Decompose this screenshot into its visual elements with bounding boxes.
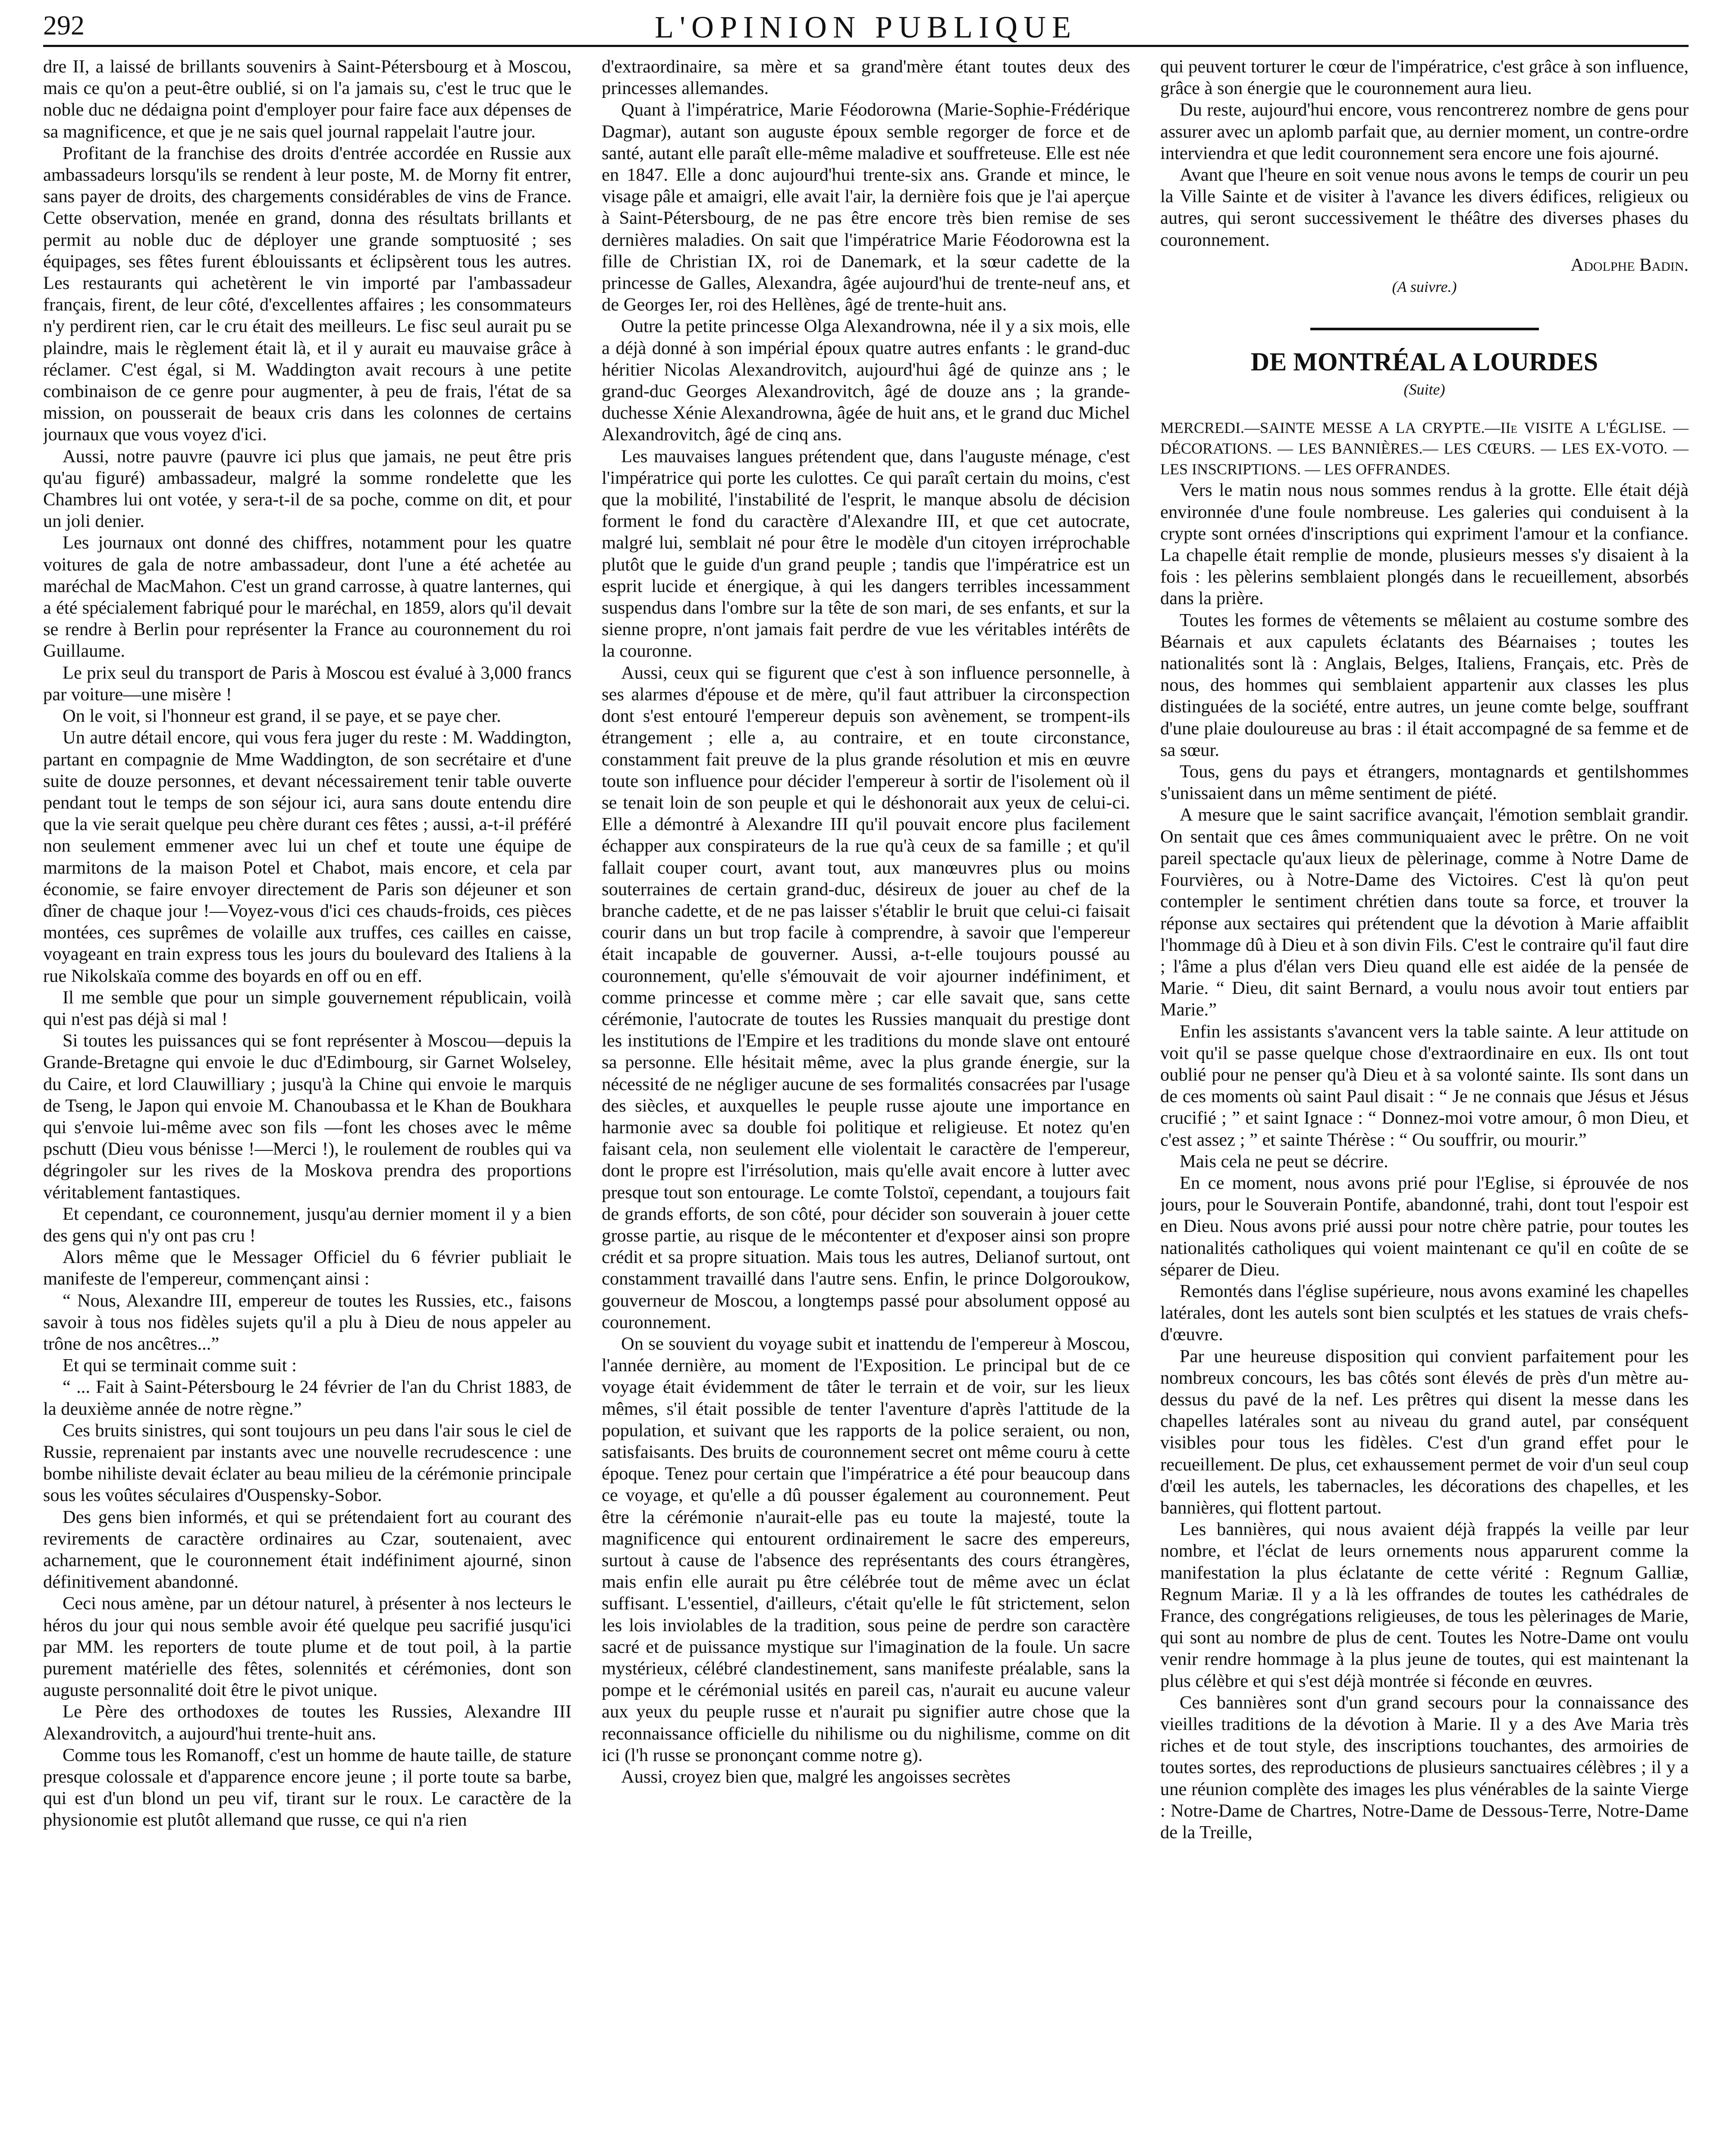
paragraph: Mais cela ne peut se décrire. bbox=[1180, 1151, 1388, 1172]
paragraph: dre II, a laissé de brillants souvenirs à Saint-Pétersbourg et à Moscou, mais ce qu'on a peut-être oublié, si on l'a jamais su, c'est le truc que le noble duc ne dédaigna point d'employer pour faire face aux dépenses de sa magnificence, et que je ne sais quel journal rappelait l'autre jour. bbox=[43, 56, 571, 142]
paragraph: Le Père des orthodoxes de toutes les Russies, Alexandre III Alexandrovitch, a aujourd'hui trente-huit ans. bbox=[43, 1702, 571, 1744]
paragraph: Les journaux ont donné des chiffres, notamment pour les quatre voitures de gala de notre ambassadeur, dont l'une a été achetée au maréchal de MacMahon. C'est un grand carrosse, à quatre lanternes, qui a été spécialement fabriqué pour le maréchal, en 1859, alors qu'il devait se rendre à Berlin pour représenter la France au couronnement du roi Guillaume. bbox=[43, 533, 571, 661]
newspaper-page bbox=[43, 0, 1689, 2156]
paragraph: Si toutes les puissances qui se font représenter à Moscou—depuis la Grande-Bretagne qui envoie le duc d'Edimbourg, sir Garnet Wolseley, du Caire, et lord Clauwilliary ; jusqu'à la Chine qui envoie le marquis de Tseng, le Japon qui envoie M. Chanoubassa et le Khan de Boukhara qui s'envoie lui-même avec son fils —font les choses avec le même pschutt (Dieu vous bénisse !—Merci !), le roulement de roubles qui va dégringoler sur les rives de la Moskova prendra des proportions véritablement fantastiques. bbox=[43, 1031, 571, 1203]
paragraph: On le voit, si l'honneur est grand, il se paye, et se paye cher. bbox=[63, 706, 501, 727]
paragraph: qui peuvent torturer le cœur de l'impératrice, c'est grâce à son influence, grâce à son énergie que le couronnement aura lieu. bbox=[1160, 56, 1689, 99]
article-subtitle: (Suite) bbox=[1403, 381, 1445, 398]
paragraph: Ces bannières sont d'un grand secours pour la connaissance des vieilles traditions de la dévotion à Marie. Il y a des Ave Maria très riches et de tout style, des inscriptions touchantes, des armoiries de toutes sortes, des reproductions de plusieurs sanctuaires célèbres ; il y a une réunion complète des images les plus vénérables de la sainte Vierge : Notre-Dame de Chartres, Notre-Dame de Dessous-Terre, Notre-Dame de la Treille, bbox=[1160, 1692, 1689, 1843]
paragraph: Aussi, ceux qui se figurent que c'est à son influence personnelle, à ses alarmes d'épouse et de mère, qu'il faut attribuer la circonspection dont s'est entouré l'empereur depuis son avènement, se trompent-ils étrangement ; elle a, au contraire, et en toute circonstance, constamment fait preuve de la plus grande résolution et mis en œuvre toute son influence pour décider l'empereur à sortir de l'isolement où il se tenait loin de son peuple et qui le déshonorait aux yeux de celui-ci. Elle a démontré à Alexandre III qu'il pouvait encore plus facilement échapper aux conspirateurs de la rue qu'à ceux de sa famille ; et qu'il fallait couper court, avant tout, aux manœuvres plus ou moins souterraines de certain grand-duc, désireux de jouer au chef de la branche cadette, et de ne pas laisser s'établir le bruit que celui-ci faisait courir dans un but trop facile à comprendre, à savoir que l'empereur était incapable de gouverner. Aussi, a-t-elle toujours poussé au couronnement, qu'elle s'émouvait de voir ajourner indéfiniment, et comme princesse et comme mère ; car elle savait que, sans cette cérémonie, l'autocrate de toutes les Russies manquait du prestige dont les institutions de l'Empire et les traditions du monde slave ont entouré sa personne. Elle hésitait même, avec la plus grande énergie, sur la nécessité de ne négliger aucune de ses formalités consacrées par l'usage des siècles, et auxquelles le peuple russe ajoute une importance en harmonie avec sa double foi politique et religieuse. Et notez qu'en faisant cela, non seulement elle violentait le caractère de l'empereur, dont le propre est l'irrésolution, mais qu'elle avait encore à lutter avec presque tout son entourage. Le comte Tolstoï, cependant, a toujours fait de grands efforts, de son côté, pour décider son souverain à jouer cette grosse partie, au risque de le mécontenter et d'exposer ainsi son propre crédit et sa propre situation. Mais tous les autres, Delianof surtout, ont constamment travaillé dans l'autre sens. Enfin, le prince Dolgoroukow, gouverneur de Moscou, a longtemps passé pour absolument opposé au couronnement. bbox=[602, 662, 1130, 1332]
paragraph: Du reste, aujourd'hui encore, vous rencontrerez nombre de gens pour assurer avec un aplomb parfait que, au dernier moment, un contre-ordre interviendra et que ledit couronnement sera encore une fois ajourné. bbox=[1160, 100, 1689, 163]
paragraph: Aussi, notre pauvre (pauvre ici plus que jamais, ne peut être pris qu'au figuré) ambassadeur, malgré la somme rondelette que les Chambres lui ont votée, y sera-t-il de sa poche, comme on dit, et pour un joli denier. bbox=[43, 446, 571, 532]
article-title: DE MONTRÉAL A LOURDES bbox=[1250, 348, 1598, 376]
journal-title: L'OPINION PUBLIQUE bbox=[655, 10, 1077, 44]
paragraph: Alors même que le Messager Officiel du 6 février publiait le manifeste de l'empereur, commençant ainsi : bbox=[43, 1247, 571, 1289]
paragraph: Par une heureuse disposition qui convient parfaitement pour les nombreux concours, les bas côtés sont élevés de près d'un mètre au-dessus du pavé de la nef. Les prêtres qui disent la messe dans les chapelles latérales sont au niveau du grand autel, par conséquent visibles pour tous les fidèles. C'est d'un grand effet pour le recueillement. De plus, cet exhaussement permet de voir d'un seul coup d'œil les autels, les tabernacles, les décorations des chapelles, et les bannières, qui flottent partout. bbox=[1160, 1346, 1689, 1518]
section-rule bbox=[1310, 328, 1539, 330]
paragraph: Tous, gens du pays et étrangers, montagnards et gentilshommes s'unissaient dans un même sentiment de piété. bbox=[1160, 761, 1689, 804]
header-rule bbox=[43, 45, 1689, 47]
paragraph: Toutes les formes de vêtements se mêlaient au costume sombre des Béarnais et aux capulets éclatants des Béarnaises ; toutes les nationalités sont là : Anglais, Belges, Italiens, Français, etc. Près de nous, des hommes qui semblaient appartenir aux classes les plus distinguées de la société, entre autres, un jeune comte belge, souffrant d'une plaie douloureuse au bras : il était accompagné de sa femme et de sa sœur. bbox=[1160, 610, 1689, 760]
paragraph: Les bannières, qui nous avaient déjà frappés la veille par leur nombre, et l'éclat de leurs ornements nous apparurent comme la manifestation la plus éclatante de cette vérité : Regnum Galliæ, Regnum Mariæ. Il y a là les offrandes de toutes les cathédrales de France, des congrégations religieuses, de tous les pèlerinages de Marie, qui sont au nombre de plus de cent. Toutes les Notre-Dame ont voulu venir rendre hommage à la plus jeune de toutes, qui est maintenant la plus célèbre et qui s'est déjà montrée si féconde en œuvres. bbox=[1160, 1519, 1689, 1691]
paragraph: Il me semble que pour un simple gouvernement républicain, voilà qui n'est pas déjà si mal ! bbox=[43, 987, 571, 1029]
paragraph: Ceci nous amène, par un détour naturel, à présenter à nos lecteurs le héros du jour qui nous semble avoir été quelque peu sacrifié jusqu'ici par MM. les reporters de toute plume et de tout poil, à la partie purement matérielle des fêtes, solennités et cérémonies, dont son auguste personnalité doit être le pivot unique. bbox=[43, 1593, 571, 1701]
paragraph: “ ... Fait à Saint-Pétersbourg le 24 février de l'an du Christ 1883, de la deuxième année de notre règne.” bbox=[43, 1377, 571, 1419]
paragraph: Des gens bien informés, et qui se prétendaient fort au courant des revirements de caractère ordinaires au Czar, soutenaient, avec acharnement, que le couronnement était indéfiniment ajourné, sinon définitivement abandonné. bbox=[43, 1507, 571, 1592]
paragraph: Quant à l'impératrice, Marie Féodorowna (Marie-Sophie-Frédérique Dagmar), autant son auguste époux semble regorger de force et de santé, autant elle paraît elle-même maladive et souffreteuse. Elle est née en 1847. Elle a donc aujourd'hui trente-six ans. Grande et mince, le visage pâle et amaigri, elle avait l'air, la dernière fois que je l'ai aperçue à Saint-Pétersbourg, de ne pas être encore très bien remise de ses dernières maladies. On sait que l'impératrice Marie Féodorowna est la fille de Christian IX, roi de Danemark, et la sœur cadette de la princesse de Galles, Alexandra, âgée aujourd'hui de trente-neuf ans, et de Georges Ier, roi des Hellènes, âgé de trente-huit ans. bbox=[602, 100, 1130, 315]
paragraph: Avant que l'heure en soit venue nous avons le temps de courir un peu la Ville Sainte et de visiter à l'avance les divers édifices, religieux ou autres, qui seront successivement le théâtre des diverses phases du couronnement. bbox=[1160, 165, 1689, 250]
paragraph: Comme tous les Romanoff, c'est un homme de haute taille, de stature presque colossale et d'apparence encore jeune ; il porte toute sa barbe, qui est d'un blond un peu vif, tirant sur le roux. Le caractère de la physionomie est plutôt allemand que russe, ce qui n'a rien bbox=[43, 1745, 571, 1830]
paragraph: Vers le matin nous nous sommes rendus à la grotte. Elle était déjà environnée d'une foule nombreuse. Les galeries qui conduisent à la crypte sont ornées d'inscriptions qui expriment l'amour et la confiance. La chapelle était remplie de monde, plusieurs messes s'y disaient à la fois : les pèlerins semblaient plongés dans le recueillement, absorbés dans la prière. bbox=[1160, 480, 1689, 609]
paragraph: Le prix seul du transport de Paris à Moscou est évalué à 3,000 francs par voiture—une misère ! bbox=[43, 662, 571, 705]
author-signature: Adolphe Badin. bbox=[1570, 254, 1689, 275]
paragraph: Les mauvaises langues prétendent que, dans l'auguste ménage, c'est l'impératrice qui porte les culottes. Ce qui paraît certain du moins, c'est que la mobilité, l'instabilité de l'esprit, le manque absolu de décision forment le fond du caractère d'Alexandre III, et que cet autocrate, malgré lui, semblait né pour être le modèle d'un citoyen irréprochable plutôt que le guide d'un grand peuple ; tandis que l'impératrice est un esprit lucide et énergique, à qui les dangers terribles incessamment suspendus dans l'ombre sur la tête de son mari, de ses enfants, et sur la sienne propre, n'ont jamais fait perdre de vue les véritables intérêts de la couronne. bbox=[602, 446, 1130, 661]
page-header bbox=[43, 9, 1689, 44]
paragraph: Un autre détail encore, qui vous fera juger du reste : M. Waddington, partant en compagnie de Mme Waddington, de son secrétaire et d'une suite de douze personnes, et devant nécessairement tenir table ouverte pendant tout le temps de son séjour ici, aura sans doute entendu dire que la vie serait quelque peu chère durant ces fêtes ; aussi, a-t-il préféré non seulement emmener avec lui un chef et toute une équipe de marmitons de la maison Potel et Chabot, mais encore, et cela par économie, se faire envoyer directement de Paris son déjeuner et son dîner de chaque jour !—Voyez-vous d'ici ces chauds-froids, ces pièces montées, ces suprêmes de volaille aux truffes, ces cailles en caisse, voyageant en train express tous les jours du boulevard des Italiens à la rue Nikolskaïa comme des boyards en off ou en eff. bbox=[43, 727, 571, 986]
paragraph: d'extraordinaire, sa mère et sa grand'mère étant toutes deux des princesses allemandes. bbox=[602, 56, 1130, 99]
to-be-continued: (A suivre.) bbox=[1392, 278, 1457, 296]
paragraph: On se souvient du voyage subit et inattendu de l'empereur à Moscou, l'année dernière, au moment de l'Exposition. Le principal but de ce voyage était évidemment de tâter le terrain et de voir, sur les lieux mêmes, s'il était possible de tenter l'aventure d'après l'attitude de la population, et suivant que les rapports de la police seraient, ou non, satisfaisants. Des bruits de couronnement secret ont même couru à cette époque. Tenez pour certain que l'impératrice a été pour beaucoup dans ce voyage, et qu'elle a dû pousser également au couronnement. Peut être la cérémonie n'aurait-elle pas eu toute la majesté, toute la magnificence qui entourent ordinairement le sacre des empereurs, surtout à cause de l'absence des représentants des cours étrangères, mais enfin elle aurait pu être célébrée tout de même avec un éclat suffisant. L'essentiel, d'ailleurs, c'était qu'elle le fût strictement, selon les lois inviolables de la tradition, sous peine de perdre son caractère sacré et de puissance mystique sur l'imagination de la foule. Un sacre mystérieux, célébré clandestinement, sans manifeste préalable, sans la pompe et le cérémonial usités en pareil cas, n'aurait eu aucune valeur aux yeux du peuple russe et n'aurait pu signifier autre chose que la reconnaissance officielle du nihilisme ou du nighilisme, comme on dit ici (l'h russe se prononçant comme notre g). bbox=[602, 1333, 1130, 1765]
paragraph: Profitant de la franchise des droits d'entrée accordée en Russie aux ambassadeurs lorsqu'ils se rendent à leur poste, M. de Morny fit entrer, sans payer de droits, des chargements considérables de vins de France. Cette observation, menée en grand, donna des résultats brillants et permit au noble duc de déployer une grande somptuosité ; ses équipages, ses fêtes furent éblouissants et éclipsèrent tous les autres. Les restaurants qui achetèrent le vin importé par l'ambassadeur français, firent, de leur côté, d'excellentes affaires ; les consommateurs n'y perdirent rien, car le cru était des meilleurs. Le fisc seul aurait pu se plaindre, mais le règlement était là, et il y aurait eu mauvaise grâce à réclamer. C'est égal, si M. Waddington avait recours à une petite combinaison de ce genre pour augmenter, à peu de frais, l'état de sa mission, on pousserait de beaux cris dans les colonnes de certains journaux que vous voyez d'ici. bbox=[43, 143, 571, 445]
paragraph: “ Nous, Alexandre III, empereur de toutes les Russies, etc., faisons savoir à tous nos fidèles sujets qu'il a plu à Dieu de nous appeler au trône de nos ancêtres...” bbox=[43, 1290, 571, 1354]
paragraph: En ce moment, nous avons prié pour l'Eglise, si éprouvée de nos jours, pour le Souverain Pontife, abandonné, trahi, dont tout l'espoir est en Dieu. Nous avons prié aussi pour notre chère patrie, pour toutes les nationalités catholiques qui voient maintenant ce qu'il en coûte de se séparer de Dieu. bbox=[1160, 1172, 1689, 1280]
paragraph: Ces bruits sinistres, qui sont toujours un peu dans l'air sous le ciel de Russie, reprenaient par instants avec une nouvelle recrudescence : une bombe nihiliste devait éclater au beau milieu de la cérémonie principale sous les voûtes séculaires d'Ouspensky-Sobor. bbox=[43, 1420, 571, 1506]
paragraph: Outre la petite princesse Olga Alexandrowna, née il y a six mois, elle a déjà donné à son impérial époux quatre autres enfants : le grand-duc héritier Nicolas Alexandrovitch, aujourd'hui âgé de quinze ans ; le grand-duc Georges Alexandrovitch, âgé de douze ans ; la grande-duchesse Xénie Alexandrowna, âgée de huit ans, et le grand duc Michel Alexandrovitch, âgé de cinq ans. bbox=[602, 316, 1130, 445]
paragraph: Remontés dans l'église supérieure, nous avons examiné les chapelles latérales, dont les autels sont bien sculptés et les statues de vrais chefs-d'œuvre. bbox=[1160, 1281, 1689, 1345]
article-summary: MERCREDI.—SAINTE MESSE A LA CRYPTE.—IIe VISITE A L'ÉGLISE. — DÉCORATIONS. — LES BANNIÈRES.— LES CŒURS. — LES EX-VOTO. — LES INSCRIPTIONS. — LES OFFRANDES. bbox=[1160, 419, 1689, 478]
column-3 bbox=[1160, 56, 1689, 2156]
paragraph: Et cependant, ce couronnement, jusqu'au dernier moment il y a bien des gens qui n'y ont pas cru ! bbox=[43, 1203, 571, 1246]
page-number: 292 bbox=[43, 10, 85, 41]
paragraph: Et qui se terminait comme suit : bbox=[63, 1355, 297, 1376]
column-2 bbox=[602, 56, 1130, 2156]
paragraph: Enfin les assistants s'avancent vers la table sainte. A leur attitude on voit qu'il se passe quelque chose d'extraordinaire en eux. Ils ont tout oublié pour ne penser qu'à Dieu et à sa volonté sainte. Ils sont dans un de ces moments où saint Paul disait : “ Je ne connais que Jésus et Jésus crucifié ; ” et saint Ignace : “ Donnez-moi votre amour, ô mon Dieu, et c'est assez ; ” et sainte Thérèse : “ Ou souffrir, ou mourir.” bbox=[1160, 1021, 1689, 1150]
column-1 bbox=[43, 56, 571, 2156]
paragraph: A mesure que le saint sacrifice avançait, l'émotion semblait grandir. On sentait que ces âmes communiquaient avec le prêtre. On ne voit pareil spectacle qu'aux lieux de pèlerinage, comme à Notre Dame de Fourvières, ou à Notre-Dame des Victoires. C'est là qu'on peut contempler le sentiment chrétien dans toute sa force, et trouver la réponse aux sectaires qui prétendent que la dévotion à Marie affaiblit l'hommage dû à Dieu et à son divin Fils. C'est le contraire qu'il faut dire ; l'âme a plus d'élan vers Dieu quand elle est aidée de la pensée de Marie. “ Dieu, dit saint Bernard, a voulu nous avoir tout entiers par Marie.” bbox=[1160, 805, 1689, 1020]
paragraph: Aussi, croyez bien que, malgré les angoisses secrètes bbox=[621, 1767, 1011, 1787]
